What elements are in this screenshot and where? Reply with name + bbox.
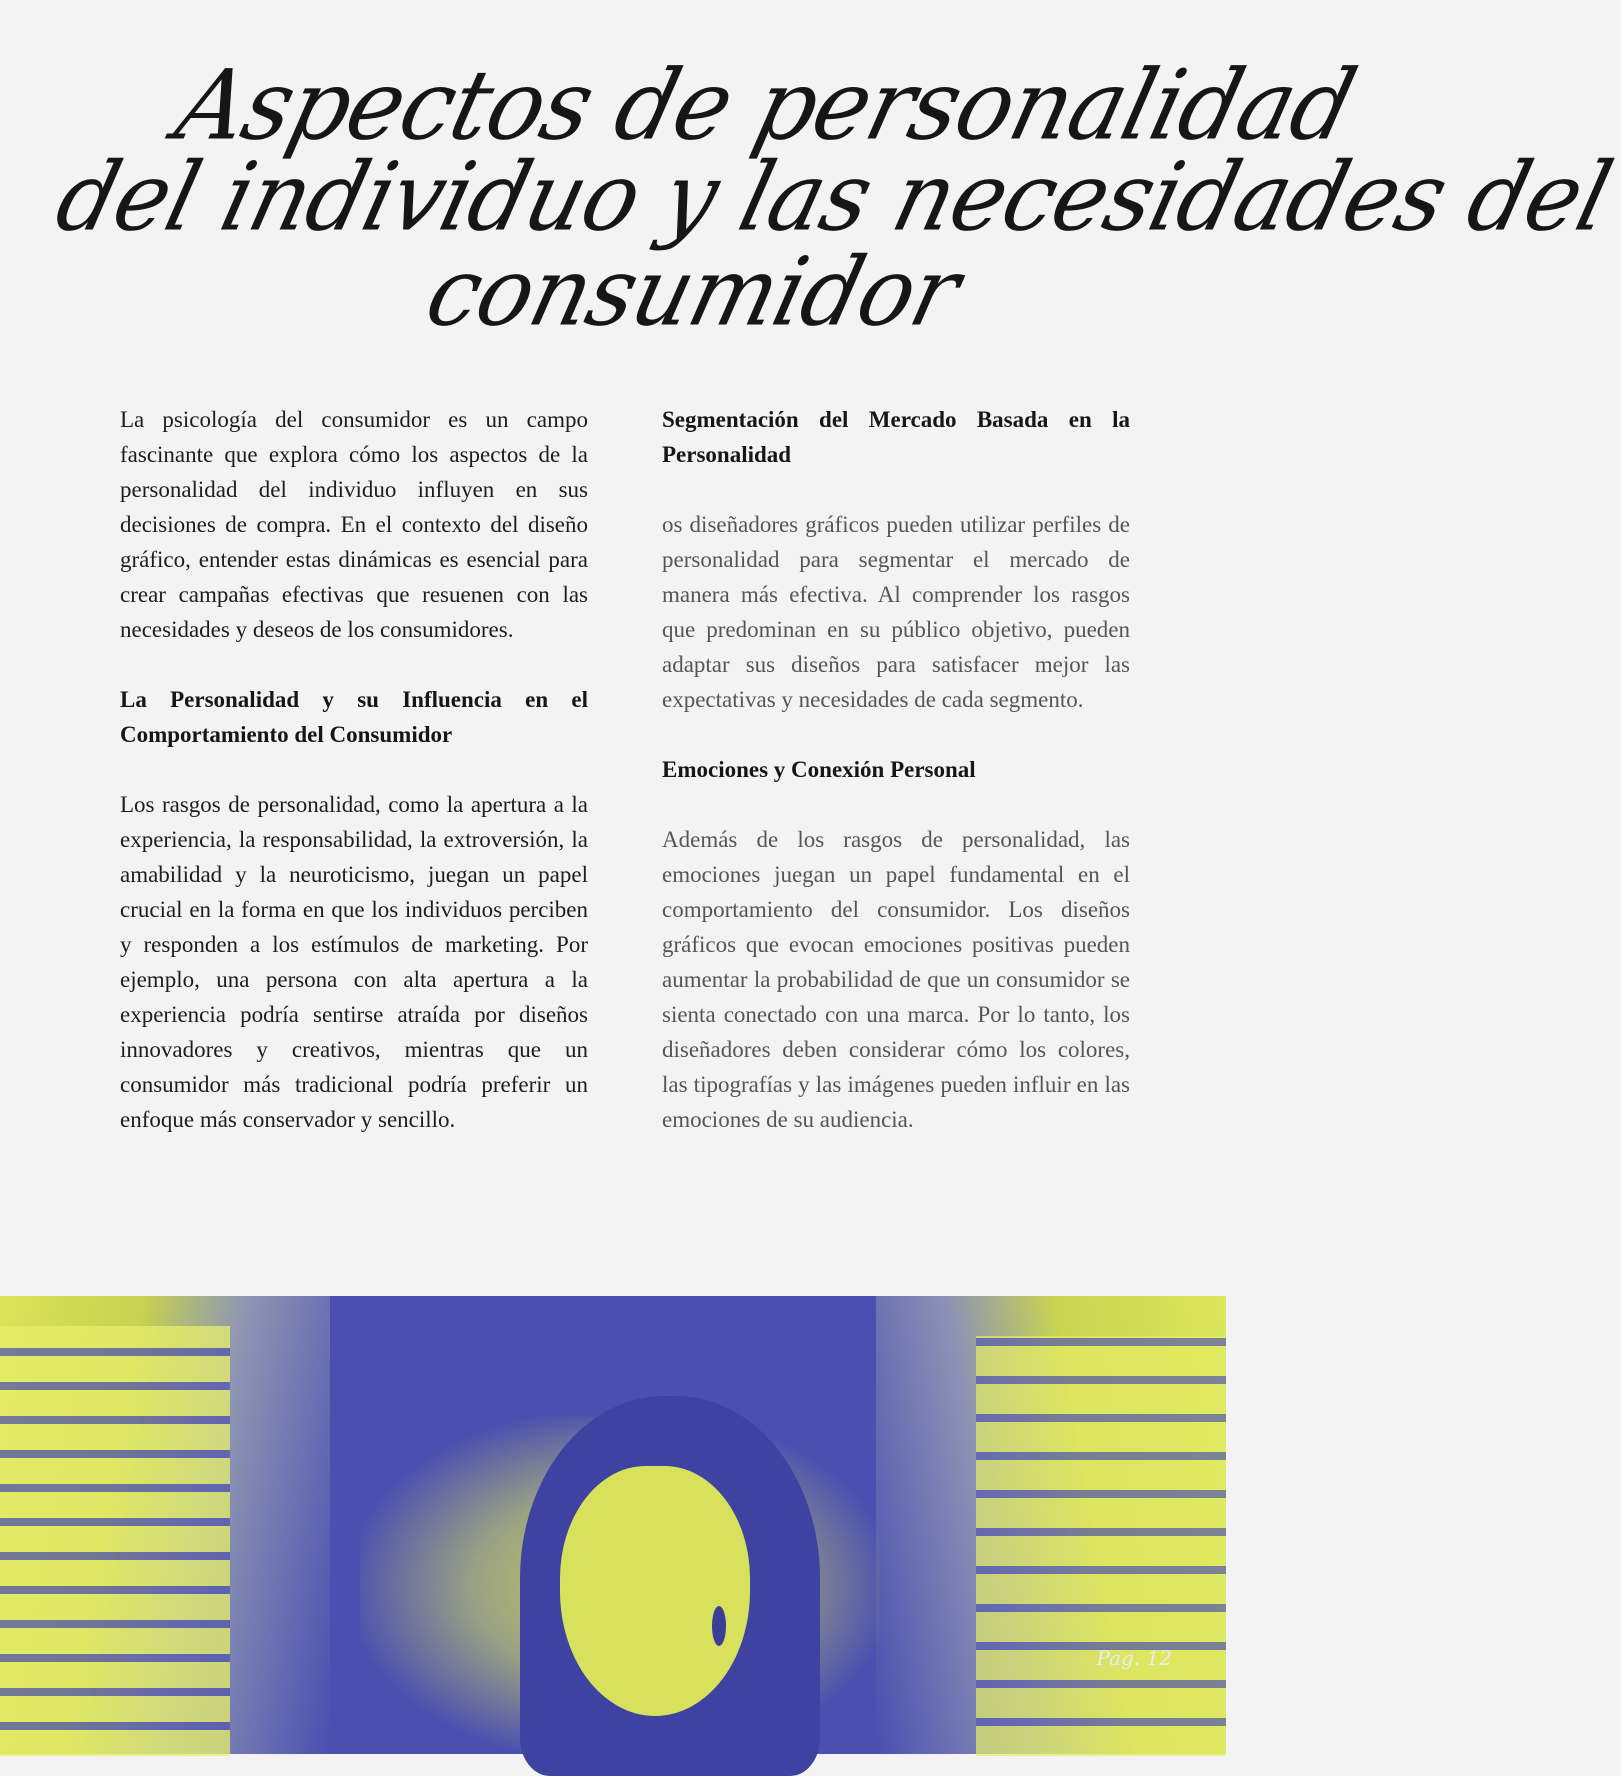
title-line-3: consumidor: [416, 237, 970, 348]
title-line-2: del individuo y las necesidades del: [46, 142, 1621, 253]
intro-paragraph: La psicología del consumidor es un campo fascinante que explora cómo los aspectos de la personalidad del individuo influyen en sus decisiones de compra. En el contexto del diseño gráfico, entender estas dinámicas es esencial para crear campañas efectivas que resuenen con las necesidades y deseos de los consumidores.: [120, 407, 588, 642]
title-line-1: Aspectos de personalidad: [165, 49, 1366, 162]
right-column: [662, 402, 1130, 1137]
woman-face: [560, 1466, 750, 1716]
shopper-photo: [0, 1296, 1226, 1754]
personality-paragraph: Los rasgos de personalidad, como la apertura a la experiencia, la responsabilidad, la extroversión, la amabilidad y la neuroticismo, juegan un papel crucial en la forma en que los individuos perciben y responden a los estímulos de marketing. Por ejemplo, una persona con alta apertura a la experiencia podría sentirse atraída por diseños innovadores y creativos, mientras que un consumidor más tradicional podría preferir un enfoque más conservador y sencillo.: [120, 792, 588, 1132]
emotions-paragraph: Además de los rasgos de personalidad, las emociones juegan un papel fundamental en el comportamiento del consumidor. Los diseños gráficos que evocan emociones positivas pueden aumentar la probabilidad de que un consumidor se sienta conectado con una marca. Por lo tanto, los diseñadores deben considerar cómo los colores, las tipografías y las imágenes pueden influir en las emociones de su audiencia.: [662, 827, 1130, 1132]
section-heading-personality: La Personalidad y su Influencia en el Comportamiento del Consumidor: [120, 687, 588, 747]
left-shelf-rows: [0, 1326, 230, 1756]
page-title: [0, 30, 1621, 350]
segmentation-paragraph: os diseñadores gráficos pueden utilizar perfiles de personalidad para segmentar el mercado de manera más efectiva. Al comprender los rasgos que predominan en su público objetivo, pueden adaptar sus diseños para satisfacer mejor las expectativas y necesidades de cada segmento.: [662, 512, 1130, 712]
left-column: [120, 402, 588, 1137]
page-number: Pag. 12: [1096, 1646, 1172, 1670]
section-heading-emotions: Emociones y Conexión Personal: [662, 757, 976, 782]
right-shelf-rows: [976, 1336, 1226, 1756]
earring: [712, 1606, 726, 1646]
section-heading-segmentation: Segmentación del Mercado Basada en la Personalidad: [662, 407, 1130, 467]
